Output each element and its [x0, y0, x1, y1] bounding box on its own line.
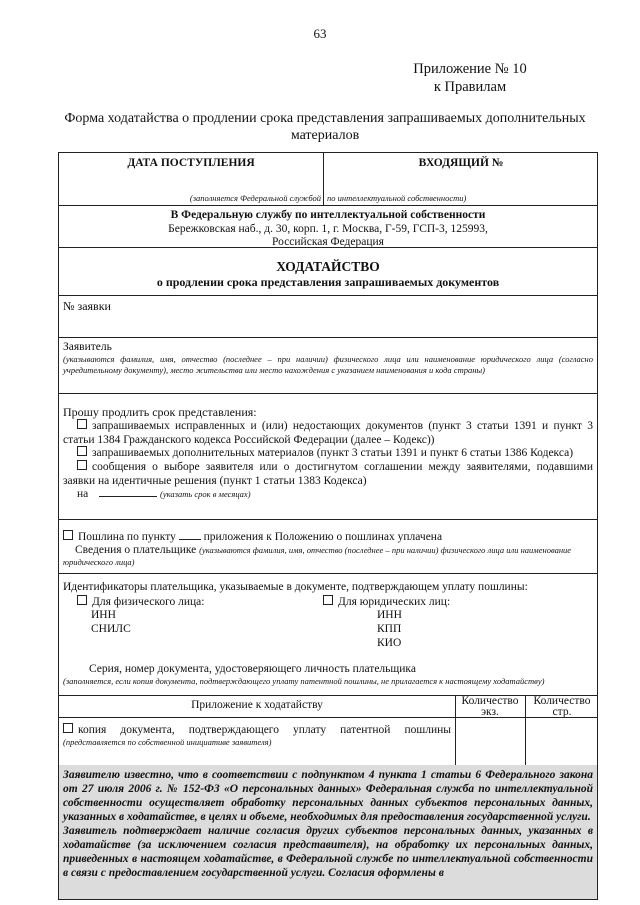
petition-subtitle: о продлении срока представления запрашиваемых документов	[156, 275, 500, 289]
fill-note-left: (заполняется Федеральной службой	[189, 193, 321, 203]
applicant-note: (указываются фамилия, имя, отчество (последнее – при наличии) физического лица или наименование юридического лица (согласно учредительному документу), место жительства или место нахождения с указанием наименования и кода страны)	[63, 354, 593, 375]
pages-header-1: Количество	[533, 695, 591, 707]
individual-label: Для физического лица:	[92, 596, 205, 608]
identifiers-intro: Идентификаторы плательщика, указываемые в документе, подтверждающем уплату пошлины:	[63, 581, 528, 593]
fee-line-a: Пошлина по пункту	[78, 531, 176, 543]
request-item-3	[63, 460, 593, 488]
fill-note-right: по интеллектуальной собственности)	[327, 193, 467, 203]
annex-line-2: к Правилам	[433, 79, 507, 95]
term-prefix: на	[77, 488, 89, 500]
personal-data-notice	[59, 765, 597, 899]
fee-clause-input[interactable]	[179, 539, 201, 540]
term-note: (указать срок в месяцах)	[160, 489, 251, 499]
checkbox-legal-entity[interactable]	[323, 595, 333, 605]
term-input[interactable]	[99, 496, 157, 497]
checkbox-additional-materials[interactable]	[77, 446, 87, 456]
attachment-row	[63, 723, 451, 738]
payer-note: (указываются фамилия, имя, отчество (последнее – при наличии) физического лица или наименование юридического лица)	[63, 545, 572, 567]
request-item-2-text: запрашиваемых дополнительных материалов (пункт 3 статьи 1391 и пункт 6 статьи 1386 Кодекса)	[92, 447, 574, 459]
fee-line	[63, 530, 593, 545]
checkbox-individual[interactable]	[77, 595, 87, 605]
checkbox-missing-documents[interactable]	[77, 419, 87, 429]
pages-header-2: стр.	[552, 706, 572, 718]
copies-header-2: экз.	[481, 706, 499, 718]
legal-kio: КИО	[377, 637, 402, 649]
request-item-2	[63, 446, 593, 461]
legal-inn: ИНН	[377, 609, 402, 621]
document-title: Форма ходатайства о продлении срока представления запрашиваемых дополнительных материалов	[64, 111, 586, 143]
incoming-number-label: ВХОДЯЩИЙ №	[418, 157, 504, 169]
attachments-column-copies	[455, 696, 525, 718]
addressee-address: Бережковская наб., д. 30, корп. 1, г. Москва, Г-59, ГСП-3, 125993,	[168, 222, 488, 235]
term-line	[77, 488, 251, 502]
checkbox-fee-paid[interactable]	[63, 530, 73, 540]
individual-snils: СНИЛС	[91, 623, 131, 635]
payer-info	[63, 544, 593, 568]
addressee-block	[59, 209, 597, 250]
attachment-row-text: копия документа, подтверждающего уплату патентной пошлины	[78, 724, 451, 736]
notice-paragraph-2: Заявитель подтверждает наличие согласия других субъектов персональных данных, указанных в ходатайстве (за исключением согласия представителя), на обработку их персональных данных, приведенных в настоящем ходатайстве, в Федеральной службе по интеллектуальной собственности в связи с предоставлением государственной услуги. Согласия оформлены в	[63, 825, 593, 879]
annex-label	[400, 60, 540, 96]
checkbox-applicant-choice[interactable]	[77, 460, 87, 470]
addressee-name: В Федеральную службу по интеллектуальной собственности	[170, 209, 486, 221]
request-item-3-text: сообщения о выборе заявителя или о достигнутом соглашении между заявителями, подавшими заявки на идентичные решения (пункт 1 статьи 1383 Кодекса)	[63, 461, 593, 487]
identity-doc-note: (заполняется, если копия документа, подтверждающего уплату патентной пошлины, не прилагается к настоящему ходатайству)	[63, 676, 545, 686]
legal-label: Для юридических лиц:	[338, 596, 451, 608]
fee-line-b: приложения к Положению о пошлинах уплачена	[203, 531, 443, 543]
petition-title: ХОДАТАЙСТВО	[276, 259, 380, 274]
individual-payer	[77, 595, 204, 610]
legal-payer	[323, 595, 450, 610]
applicant-label: Заявитель	[63, 341, 112, 353]
date-received-label: ДАТА ПОСТУПЛЕНИЯ	[127, 157, 255, 169]
attachment-row-note: (представляется по собственной инициативе заявителя)	[63, 737, 272, 747]
attachments-column-pages	[525, 696, 598, 718]
request-intro: Прошу продлить срок представления:	[63, 405, 257, 419]
petition-form	[58, 152, 598, 900]
individual-inn: ИНН	[91, 609, 116, 621]
checkbox-fee-document-copy[interactable]	[63, 723, 73, 733]
page-number: 63	[313, 26, 327, 41]
addressee-country: Российская Федерация	[272, 236, 384, 248]
application-number-label: № заявки	[63, 299, 111, 313]
request-item-1-text: запрашиваемых исправленных и (или) недостающих документов (пункт 3 статьи 1391 и пункт 3 статьи 1384 Гражданского кодекса Российской Федерации (далее – Кодекс))	[63, 420, 593, 446]
identity-doc-label: Серия, номер документа, удостоверяющего личность плательщика	[89, 663, 416, 675]
legal-kpp: КПП	[377, 623, 402, 635]
annex-line-1: Приложение № 10	[413, 61, 527, 77]
payer-label: Сведения о плательщике	[75, 544, 197, 556]
notice-paragraph-1: Заявителю известно, что в соответствии с подпунктом 4 пункта 1 статьи 6 Федерального закона от 27 июля 2006 г. № 152-ФЗ «О персональных данных» Федеральная служба по интеллектуальной собственности осуществляет обработку персональных данных субъектов персональных данных, указанных в ходатайстве, в целях и объеме, необходимых для предоставления государственной услуги.	[63, 769, 593, 823]
request-item-1	[63, 419, 593, 447]
copies-header-1: Количество	[461, 695, 519, 707]
attachments-column-name: Приложение к ходатайству	[191, 699, 323, 711]
